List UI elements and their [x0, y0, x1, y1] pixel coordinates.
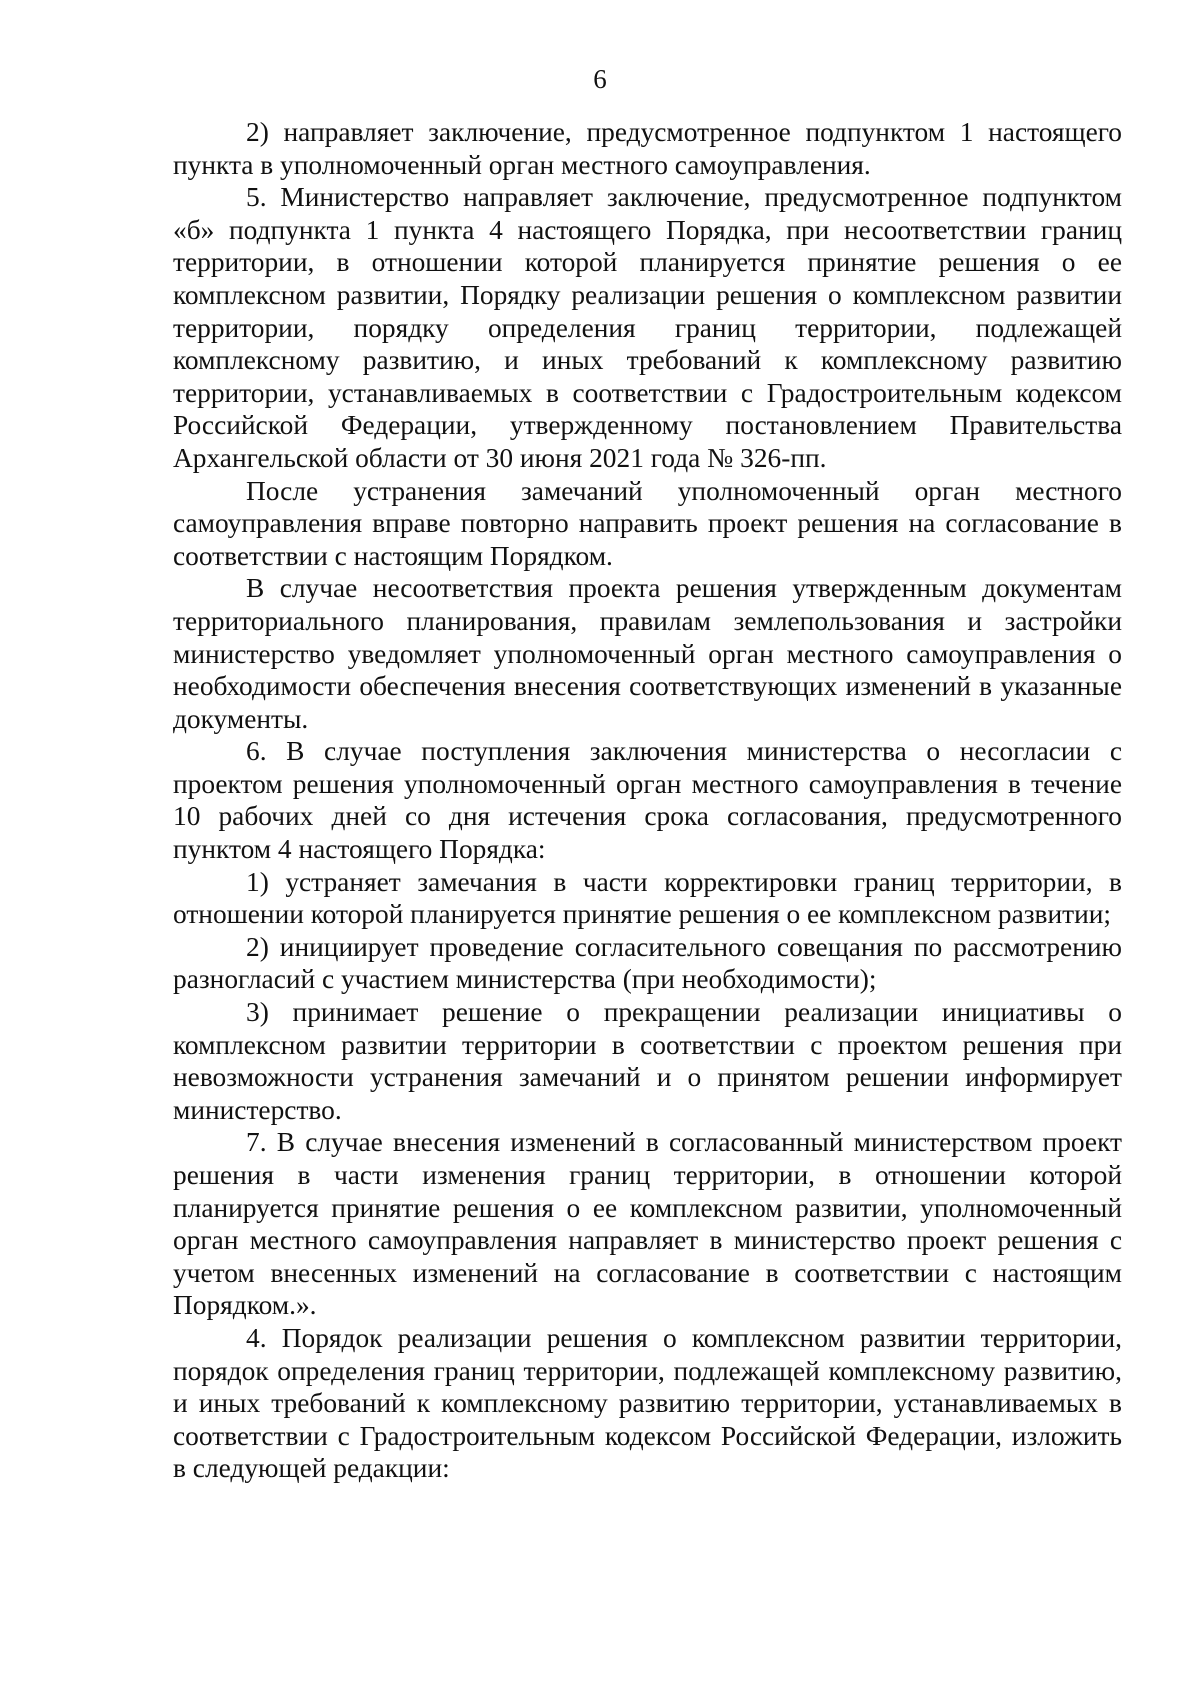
- paragraph-amendment-4: 4. Порядок реализации решения о комплексном развитии территории, порядок определения границ территории, подлежащей комплексному развитию, и иных требований к комплексному развитию территории, устанавливаемых в соответствии с Градостроительным кодексом Российской Федерации, изложить в следующей редакции:: [173, 1322, 1122, 1484]
- paragraph-inconsistency-notice: В случае несоответствия проекта решения утвержденным документам территориального планирования, правилам землепользования и застройки министерство уведомляет уполномоченный орган местного самоуправления о необходимости обеспечения внесения соответствующих изменений в указанные документы.: [173, 573, 1122, 734]
- paragraph-item-6-subitem-3: 3) принимает решение о прекращении реализации инициативы о комплексном развитии территории в соответствии с проектом решения при невозможности устранения замечаний и о принятом решении информирует министерство.: [173, 997, 1122, 1125]
- paragraph-item-6: 6. В случае поступления заключения министерства о несогласии с проектом решения уполномоченный орган местного самоуправления в течение 10 рабочих дней со дня истечения срока согласования, предусмотренного пунктом 4 настоящего Порядка:: [173, 736, 1122, 865]
- paragraph-item-6-subitem-1: 1) устраняет замечания в части корректировки границ территории, в отношении которой планируется принятие решения о ее комплексном развитии;: [173, 866, 1122, 930]
- paragraph-item-5: 5. Министерство направляет заключение, предусмотренное подпунктом «б» подпункта 1 пункта 4 настоящего Порядка, при несоответствии границ территории, в отношении которой планируется принятие решения о ее комплексном развитии, Порядку реализации решения о комплексном развитии территории, порядку определения границ территории, подлежащей комплексному развитию, и иных требований к комплексному развитию территории, устанавливаемых в соответствии с Градостроительным кодексом Российской Федерации, утвержденному постановлением Правительства Архангельской области от 30 июня 2021 года № 326-пп.: [173, 182, 1122, 473]
- paragraph-item-7: 7. В случае внесения изменений в согласованный министерством проект решения в части изменения границ территории, в отношении которой планируется принятие решения о ее комплексном развитии, уполномоченный орган местного самоуправления направляет в министерство проект решения с учетом внесенных изменений на согласование в соответствии с настоящим Порядком.».: [173, 1127, 1122, 1321]
- paragraph-after-corrections: После устранения замечаний уполномоченный орган местного самоуправления вправе повторно направить проект решения на согласование в соответствии с настоящим Порядком.: [173, 475, 1122, 571]
- paragraph-subitem-2-send-conclusion: 2) направляет заключение, предусмотренное подпунктом 1 настоящего пункта в уполномоченный орган местного самоуправления.: [173, 117, 1122, 180]
- document-body: [173, 116, 1122, 1485]
- paragraph-item-6-subitem-2: 2) инициирует проведение согласительного совещания по рассмотрению разногласий с участием министерства (при необходимости);: [173, 931, 1122, 995]
- page-number: 6: [593, 64, 607, 94]
